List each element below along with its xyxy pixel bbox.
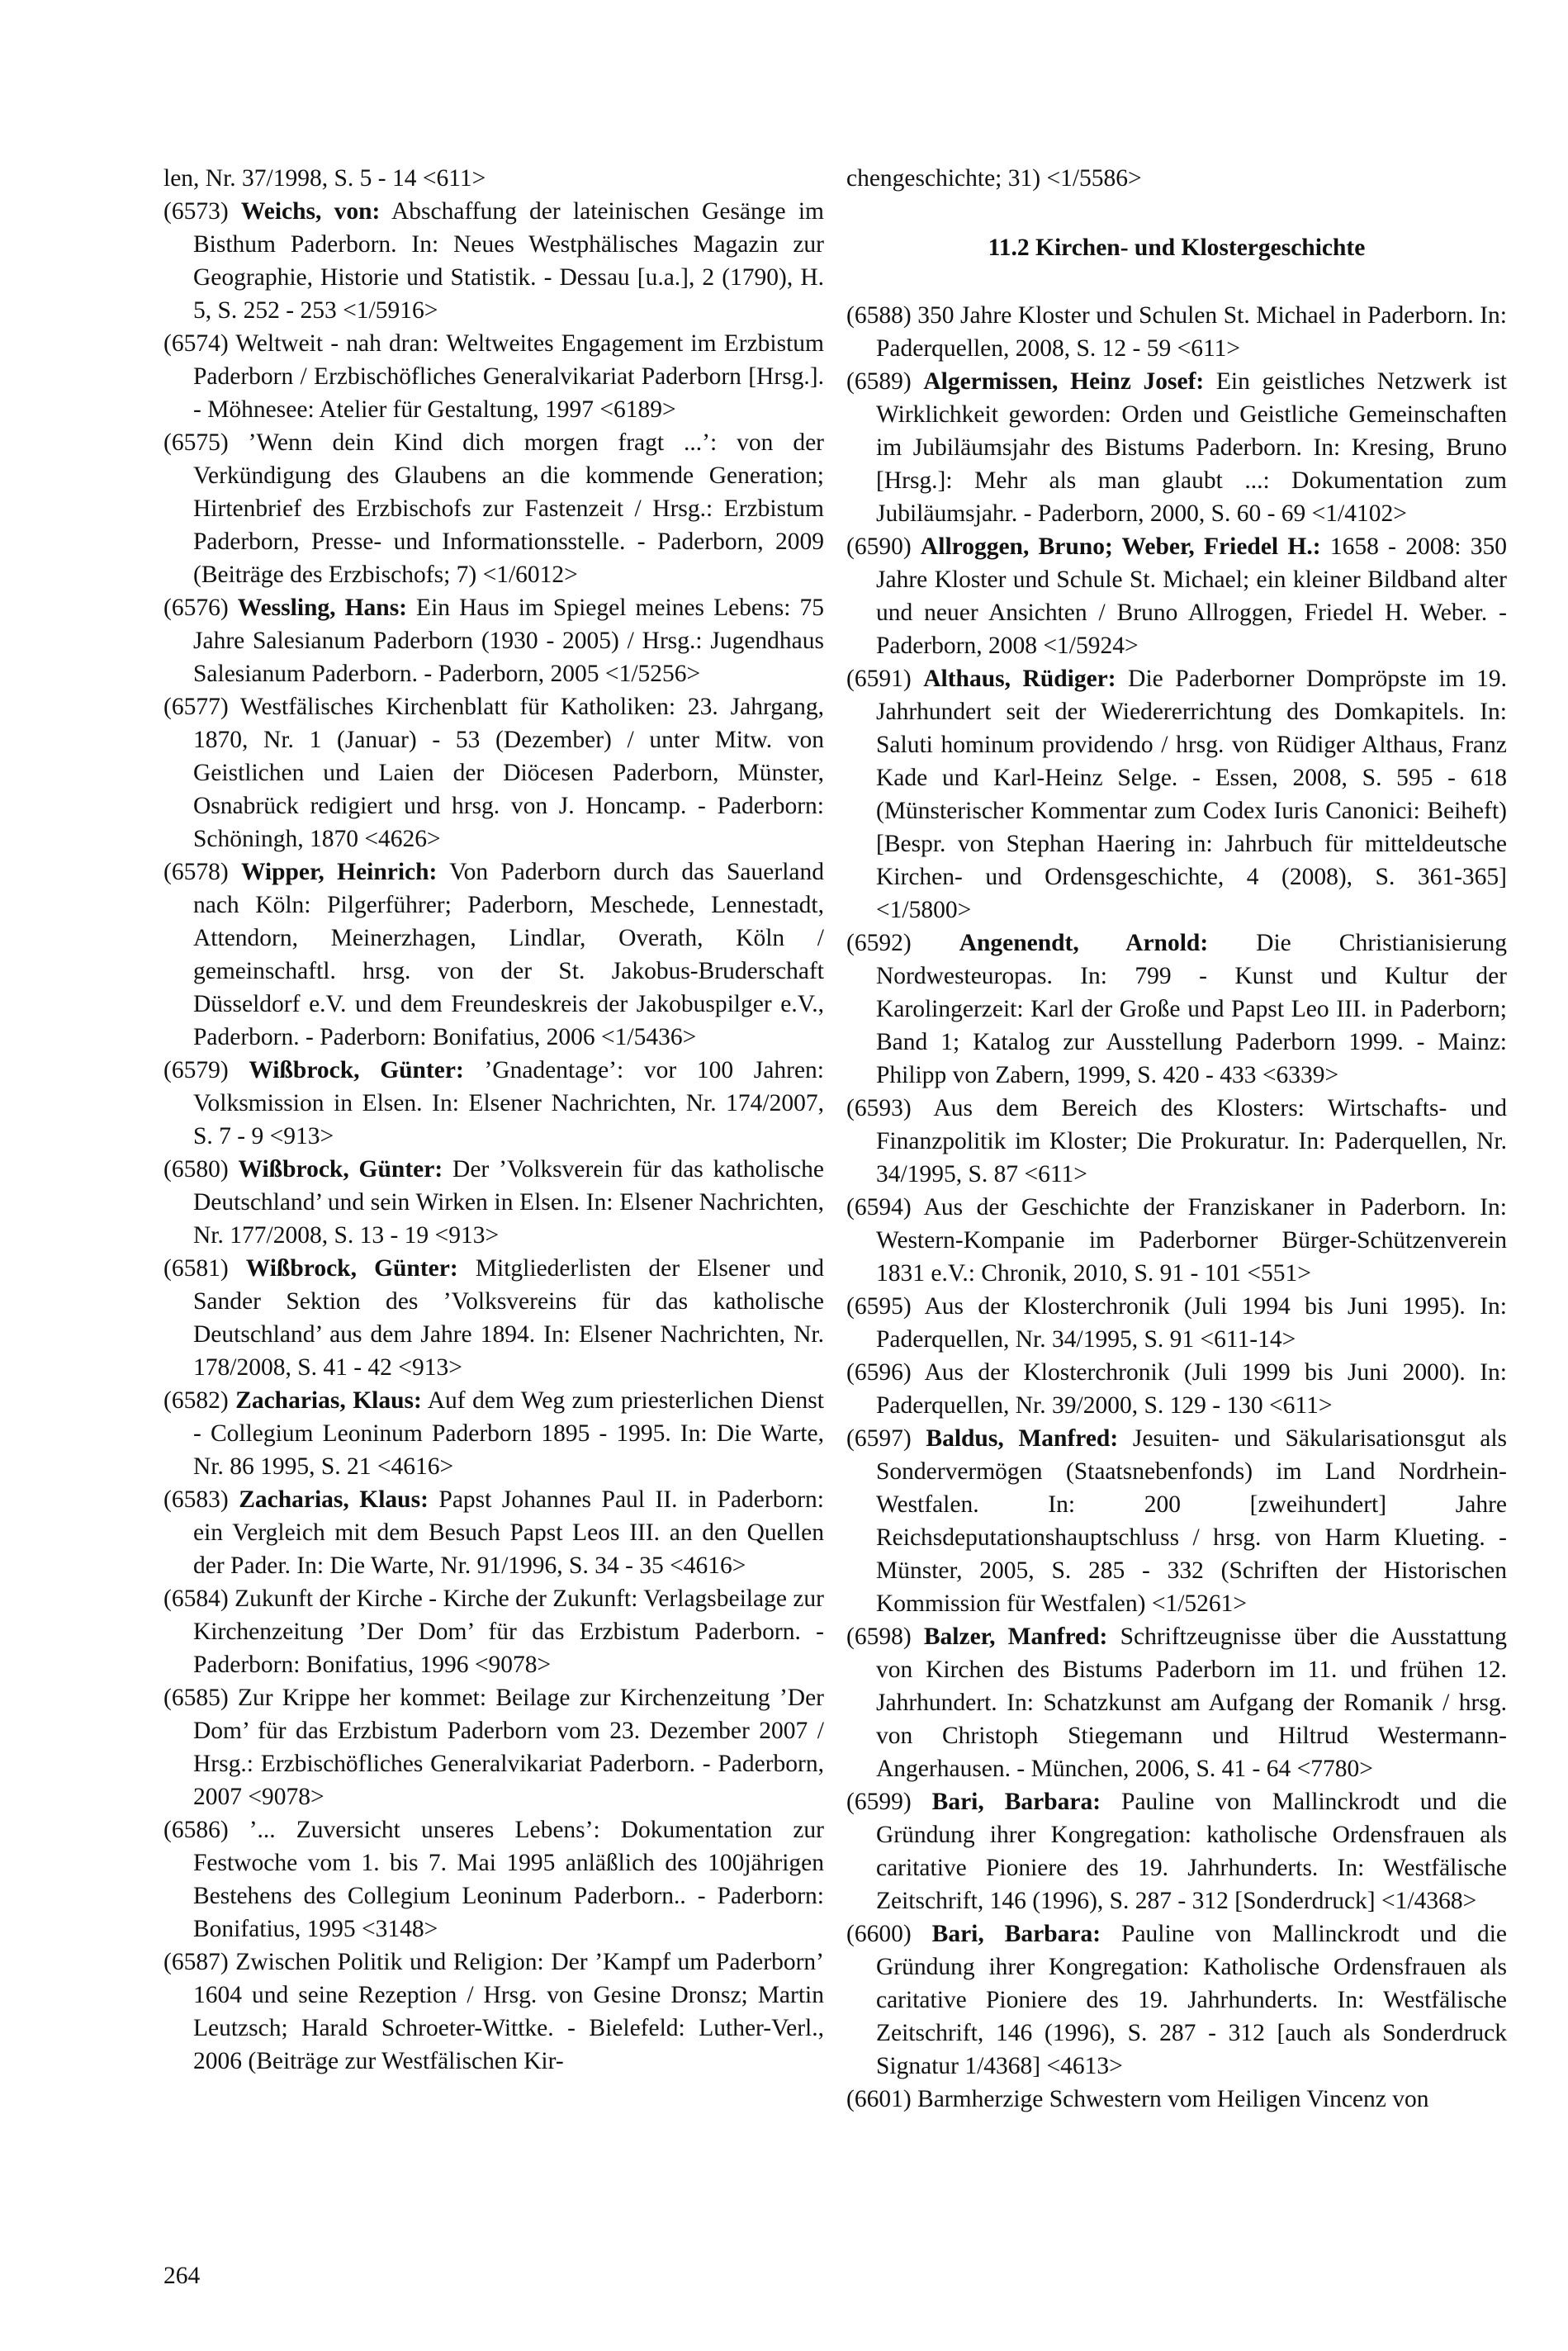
- entry-author: Baldus, Manfred:: [926, 1425, 1119, 1452]
- page-number: 264: [163, 2263, 201, 2289]
- bib-entry-6575: [163, 426, 824, 591]
- entry-author: Balzer, Manfred:: [923, 1623, 1108, 1650]
- entry-text: ’Gnadentage’: vor 100 Jahren: Volksmission in Elsen. In: Elsener Nachrichten, Nr. 174/2007, S. 7 - 9 <913>: [193, 1057, 824, 1149]
- bib-entry-6573: [163, 195, 824, 327]
- entry-text: ’... Zuversicht unseres Lebens’: Dokumentation zur Festwoche vom 1. bis 7. Mai 1995 anläßlich des 100jährigen Bestehens des Collegium Leoninum Paderborn.. - Paderborn: Bonifatius, 1995 <3148>: [193, 1817, 824, 1942]
- entry-number: (6581): [163, 1255, 246, 1282]
- entry-text: Auf dem Weg zum priesterlichen Dienst - Collegium Leoninum Paderborn 1895 - 1995. In: Die Warte, Nr. 86 1995, S. 21 <4616>: [193, 1387, 824, 1480]
- bib-entry-6588: [846, 299, 1507, 365]
- entry-text: Ein Haus im Spiegel meines Lebens: 75 Jahre Salesianum Paderborn (1930 - 2005) / Hrsg.: Jugendhaus Salesianum Paderborn. - Paderborn, 2005 <1/5256>: [193, 595, 824, 687]
- bib-entry-6582: [163, 1384, 824, 1483]
- bib-entry-6583: [163, 1483, 824, 1582]
- entry-number: (6601): [846, 2086, 918, 2112]
- entry-text: Westfälisches Kirchenblatt für Katholiken: 23. Jahrgang, 1870, Nr. 1 (Januar) - 53 (Dezember) / unter Mitw. von Geistlichen und Laien der Diöcesen Paderborn, Münster, Osnabrück redigiert und hrsg. von J. Honcamp. - Paderborn: Schöningh, 1870 <4626>: [193, 694, 824, 852]
- entry-number: (6591): [846, 666, 924, 692]
- bib-entry-6590: [846, 530, 1507, 662]
- entry-author: Wißbrock, Günter:: [238, 1156, 443, 1183]
- entry-number: (6600): [846, 1921, 932, 1947]
- entry-text: Papst Johannes Paul II. in Paderborn: ein Vergleich mit dem Besuch Papst Leos III. an den Quellen der Pader. In: Die Warte, Nr. 91/1996, S. 34 - 35 <4616>: [193, 1486, 824, 1579]
- section-heading: 11.2 Kirchen- und Klostergeschichte: [988, 235, 1366, 261]
- bib-entry-6595: [846, 1290, 1507, 1356]
- entry-number: (6595): [846, 1293, 925, 1320]
- entry-text: Pauline von Mallinckrodt und die Gründung ihrer Kongregation: Katholische Ordensfrauen als caritative Pioniere des 19. Jahrhunderts. In: Westfälische Zeitschrift, 146 (1996), S. 287 - 312 [auch als Sonderdruck Signatur 1/4368] <4613>: [876, 1921, 1508, 2079]
- entry-number: (6584): [163, 1586, 235, 1612]
- entry-text: Aus der Geschichte der Franziskaner in Paderborn. In: Western-Kompanie im Paderborner Bürger-Schützenverein 1831 e.V.: Chronik, 2010, S. 91 - 101 <551>: [876, 1194, 1507, 1287]
- entry-number: (6597): [846, 1425, 926, 1452]
- entry-number: (6577): [163, 694, 240, 720]
- entry-text: 1658 - 2008: 350 Jahre Kloster und Schule St. Michael; ein kleiner Bildband alter und neuer Ansichten / Bruno Allroggen, Friedel H. Weber. - Paderborn, 2008 <1/5924>: [876, 533, 1507, 659]
- bib-entry-6578: [163, 856, 824, 1054]
- entry-text: Abschaffung der lateinischen Gesänge im Bisthum Paderborn. In: Neues Westphälisches Magazin zur Geographie, Historie und Statistik. - Dessau [u.a.], 2 (1790), H. 5, S. 252 - 253 <1/5916>: [193, 198, 824, 324]
- entry-number: (6599): [846, 1789, 932, 1815]
- entry-text: Zwischen Politik und Religion: Der ’Kampf um Paderborn’ 1604 und seine Rezeption / Hrsg. von Gesine Dronsz; Martin Leutzsch; Harald Schroeter-Wittke. - Bielefeld: Luther-Verl., 2006 (Beiträge zur Westfälischen Kir-: [193, 1949, 824, 2074]
- entry-text: Mitgliederlisten der Elsener und Sander Sektion des ’Volksvereins für das katholische Deutschland’ aus dem Jahre 1894. In: Elsener Nachrichten, Nr. 178/2008, S. 41 - 42 <913>: [193, 1255, 824, 1381]
- entry-number: (6593): [846, 1095, 934, 1121]
- bib-entry-6597: [846, 1422, 1507, 1620]
- bib-entry-6577: [163, 690, 824, 856]
- entry-author: Angenendt, Arnold:: [959, 930, 1209, 956]
- entry-number: (6580): [163, 1156, 239, 1183]
- entry-author: Wipper, Heinrich:: [240, 859, 438, 885]
- entry-number: (6592): [846, 930, 959, 956]
- entry-text: Schriftzeugnisse über die Ausstattung von Kirchen des Bistums Paderborn im 11. und frühen 12. Jahrhundert. In: Schatzkunst am Aufgang der Romanik / hrsg. von Christoph Stiegemann und Hiltrud Westermann-Angerhausen. - München, 2006, S. 41 - 64 <7780>: [876, 1623, 1507, 1782]
- entry-number: (6585): [163, 1685, 238, 1711]
- entry-text: Aus dem Bereich des Klosters: Wirtschafts- und Finanzpolitik im Kloster; Die Prokuratur. In: Paderquellen, Nr. 34/1995, S. 87 <611>: [876, 1095, 1507, 1187]
- entry-number: (6596): [846, 1359, 925, 1386]
- bib-entry-6600: [846, 1917, 1507, 2083]
- entry-number: (6582): [163, 1387, 236, 1414]
- entry-number: (6576): [163, 595, 238, 621]
- entry-text: Jesuiten- und Säkularisationsgut als Sondervermögen (Staatsnebenfonds) im Land Nordrhein-Westfalen. In: 200 [zweihundert] Jahre Reichsdeputationshauptschluss / hrsg. von Harm Klueting. - Münster, 2005, S. 285 - 332 (Schriften der Historischen Kommission für Westfalen) <1/5261>: [876, 1425, 1507, 1617]
- entry-number: (6586): [163, 1817, 249, 1843]
- entry-number: (6588): [846, 302, 918, 329]
- entry-text: Aus der Klosterchronik (Juli 1994 bis Juni 1995). In: Paderquellen, Nr. 34/1995, S. 91 <611-14>: [876, 1293, 1507, 1353]
- bib-entry-6584: [163, 1582, 824, 1681]
- entry-text: Pauline von Mallinckrodt und die Gründung ihrer Kongregation: katholische Ordensfrauen als caritative Pioniere des 19. Jahrhunderts. In: Westfälische Zeitschrift, 146 (1996), S. 287 - 312 [Sonderdruck] <1/4368>: [876, 1789, 1508, 1914]
- bib-entry-6581: [163, 1252, 824, 1384]
- entry-author: Wißbrock, Günter:: [249, 1057, 464, 1083]
- bib-entry-6592: [846, 927, 1507, 1092]
- entry-number: (6594): [846, 1194, 924, 1221]
- entry-number: (6583): [163, 1486, 239, 1513]
- entry-author: Algermissen, Heinz Josef:: [923, 368, 1205, 395]
- entry-text: Von Paderborn durch das Sauerland nach Köln: Pilgerführer; Paderborn, Meschede, Lennestadt, Attendorn, Meinerzhagen, Lindlar, Overath, Köln / gemeinschaftl. hrsg. von der St. Jakobus-Bruderschaft Düsseldorf e.V. und dem Freundeskreis der Jakobuspilger e.V., Paderborn. - Paderborn: Bonifatius, 2006 <1/5436>: [193, 859, 824, 1050]
- bib-entry-6586: [163, 1813, 824, 1946]
- entry-author: Althaus, Rüdiger:: [923, 666, 1116, 692]
- entry-text: chengeschichte; 31) <1/5586>: [846, 165, 1142, 192]
- bib-entry-cont: [846, 162, 1507, 195]
- entry-text: Ein geistliches Netzwerk ist Wirklichkeit geworden: Orden und Geistliche Gemeinschaften im Jubiläumsjahr des Bistums Paderborn. In: Kresing, Bruno [Hrsg.]: Mehr als man glaubt ...: Dokumentation zum Jubiläumsjahr. - Paderborn, 2000, S. 60 - 69 <1/4102>: [876, 368, 1507, 527]
- entry-author: Zacharias, Klaus:: [235, 1387, 422, 1414]
- entry-number: (6590): [846, 533, 921, 560]
- entry-number: (6579): [163, 1057, 249, 1083]
- bib-entry-6585: [163, 1681, 824, 1813]
- entry-number: (6574): [163, 330, 236, 357]
- entry-number: (6589): [846, 368, 924, 395]
- entry-text: Der ’Volksverein für das katholische Deutschland’ und sein Wirken in Elsen. In: Elsener Nachrichten, Nr. 177/2008, S. 13 - 19 <913>: [193, 1156, 824, 1249]
- bib-entry-6576: [163, 591, 824, 690]
- right-column: [846, 162, 1507, 2116]
- entry-number: (6578): [163, 859, 241, 885]
- bib-entry-6587: [163, 1946, 824, 2078]
- entry-text: Zur Krippe her kommet: Beilage zur Kirchenzeitung ’Der Dom’ für das Erzbistum Paderborn vom 23. Dezember 2007 / Hrsg.: Erzbischöfliches Generalvikariat Paderborn. - Paderborn, 2007 <9078>: [193, 1685, 824, 1810]
- bib-entry-6601: [846, 2083, 1507, 2116]
- entry-number: (6598): [846, 1623, 924, 1650]
- entry-text: Weltweit - nah dran: Weltweites Engagement im Erzbistum Paderborn / Erzbischöfliches Generalvikariat Paderborn [Hrsg.]. - Möhnesee: Atelier für Gestaltung, 1997 <6189>: [193, 330, 824, 423]
- entry-text: Barmherzige Schwestern vom Heiligen Vincenz von: [917, 2086, 1429, 2112]
- left-column: [163, 162, 824, 2078]
- bib-entry-6579: [163, 1054, 824, 1153]
- entry-text: Die Paderborner Dompröpste im 19. Jahrhundert seit der Wiedererrichtung des Domkapitels. In: Saluti hominum providendo / hrsg. von Rüdiger Althaus, Franz Kade und Karl-Heinz Selge. - Essen, 2008, S. 595 - 618 (Münsterischer Kommentar zum Codex Iuris Canonici: Beiheft) [Bespr. von Stephan Haering in: Jahrbuch für mitteldeutsche Kirchen- und Ordensgeschichte, 4 (2008), S. 361-365] <1/5800>: [876, 666, 1507, 923]
- entry-text: Aus der Klosterchronik (Juli 1999 bis Juni 2000). In: Paderquellen, Nr. 39/2000, S. 129 - 130 <611>: [876, 1359, 1507, 1419]
- entry-number: (6573): [163, 198, 241, 225]
- bib-entry-6589: [846, 365, 1507, 530]
- entry-author: Bari, Barbara:: [931, 1789, 1101, 1815]
- bib-entry-6591: [846, 662, 1507, 927]
- entry-text: len, Nr. 37/1998, S. 5 - 14 <611>: [163, 165, 486, 192]
- bib-entry-6594: [846, 1191, 1507, 1290]
- bib-entry-6598: [846, 1620, 1507, 1785]
- entry-author: Bari, Barbara:: [931, 1921, 1101, 1947]
- entry-author: Zacharias, Klaus:: [239, 1486, 429, 1513]
- entry-text: 350 Jahre Kloster und Schulen St. Michael in Paderborn. In: Paderquellen, 2008, S. 12 - 59 <611>: [876, 302, 1507, 362]
- entry-text: ’Wenn dein Kind dich morgen fragt ...’: von der Verkündigung des Glaubens an die kommende Generation; Hirtenbrief des Erzbischofs zur Fastenzeit / Hrsg.: Erzbistum Paderborn, Presse- und Informationsstelle. - Paderborn, 2009 (Beiträge des Erzbischofs; 7) <1/6012>: [193, 429, 824, 588]
- entry-number: (6575): [163, 429, 249, 456]
- bib-entry-6580: [163, 1153, 824, 1252]
- bib-entry-6593: [846, 1092, 1507, 1191]
- entry-author: Wißbrock, Günter:: [245, 1255, 458, 1282]
- bib-entry-6574: [163, 327, 824, 426]
- entry-author: Weichs, von:: [240, 198, 381, 225]
- entry-number: (6587): [163, 1949, 236, 1975]
- entry-author: Wessling, Hans:: [237, 595, 408, 621]
- entry-author: Allroggen, Bruno; Weber, Friedel H.:: [920, 533, 1321, 560]
- entry-text: Zukunft der Kirche - Kirche der Zukunft: Verlagsbeilage zur Kirchenzeitung ’Der Dom’ für das Erzbistum Paderborn. - Paderborn: Bonifatius, 1996 <9078>: [193, 1586, 825, 1678]
- bib-entry-6596: [846, 1356, 1507, 1422]
- bib-entry-6599: [846, 1785, 1507, 1917]
- entry-text: Die Christianisierung Nordwesteuropas. In: 799 - Kunst und Kultur der Karolingerzeit: Karl der Große und Papst Leo III. in Paderborn; Band 1; Katalog zur Ausstellung Paderborn 1999. - Mainz: Philipp von Zabern, 1999, S. 420 - 433 <6339>: [876, 930, 1507, 1088]
- bib-entry-cont: [163, 162, 824, 195]
